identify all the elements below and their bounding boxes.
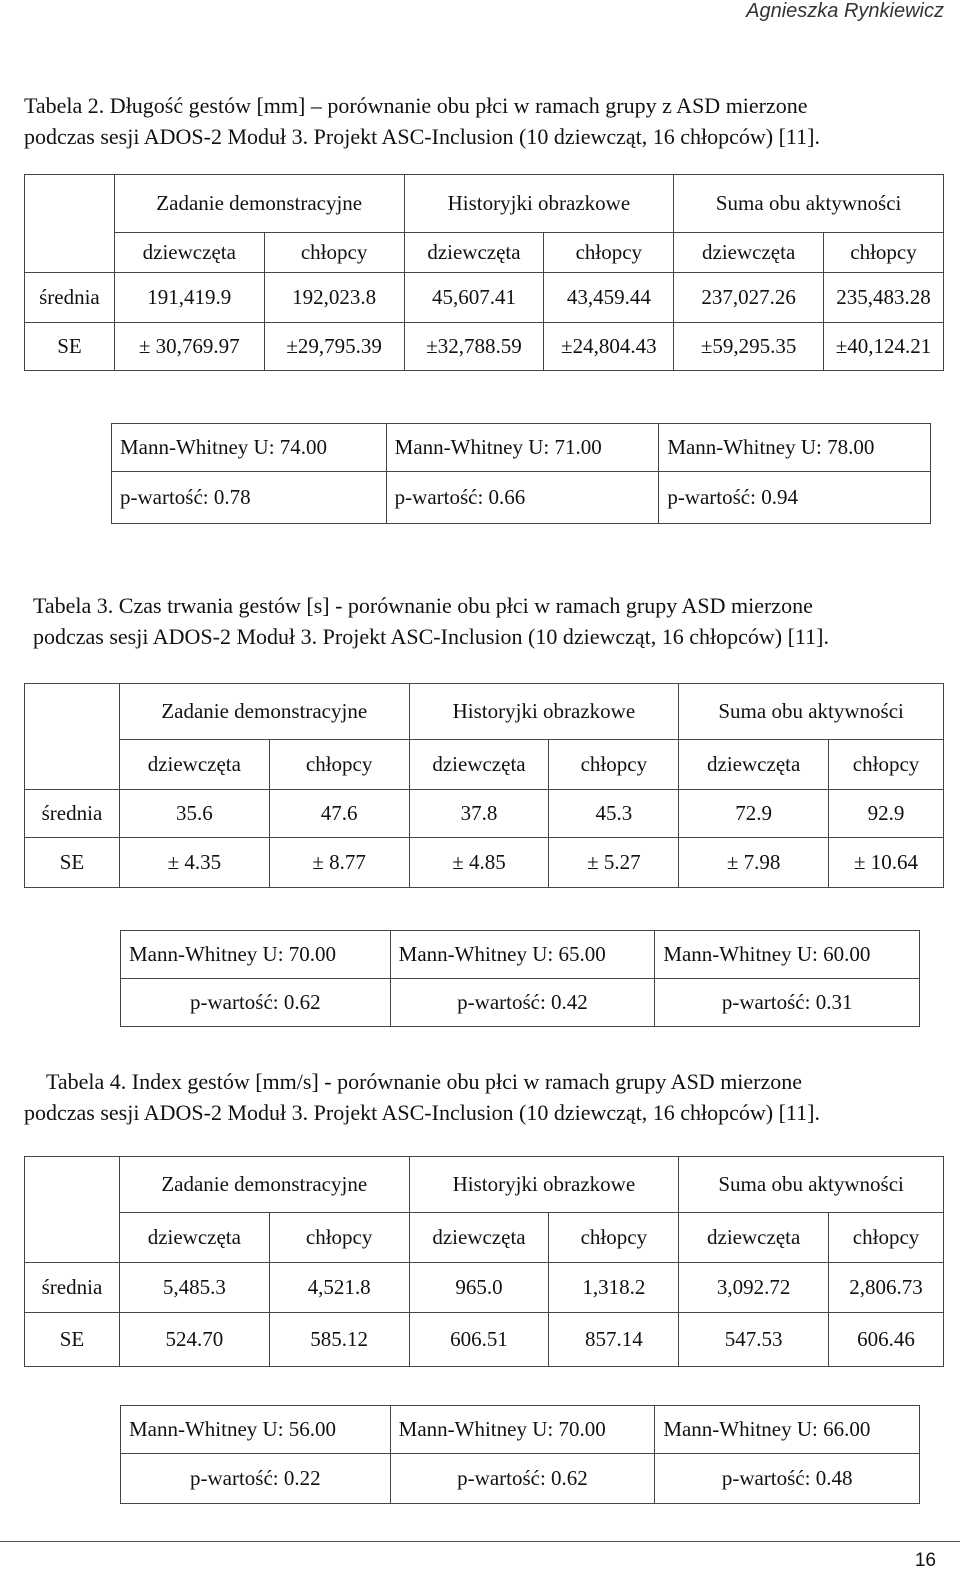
mann-whitney-result: Mann-Whitney U: 78.00 [659, 424, 931, 472]
p-value: p-wartość: 0.78 [112, 472, 387, 524]
table-cell: 235,483.28 [824, 273, 944, 323]
table-row [25, 1313, 944, 1367]
group-header: Zadanie demonstracyjne [119, 684, 409, 740]
mann-whitney-result: Mann-Whitney U: 66.00 [655, 1406, 920, 1454]
caption-line: podczas sesji ADOS-2 Moduł 3. Projekt ASC-Inclusion (10 dziewcząt, 16 chłopców) [11]. [33, 624, 829, 649]
table-cell: ±40,124.21 [824, 323, 944, 371]
sub-header: chłopcy [829, 740, 944, 790]
sub-header: dziewczęta [114, 233, 264, 273]
table-4 [24, 1156, 944, 1367]
running-header: Agnieszka Rynkiewicz [746, 0, 944, 22]
mann-whitney-result: Mann-Whitney U: 71.00 [386, 424, 659, 472]
table-cell: 585.12 [269, 1313, 409, 1367]
caption-line: Tabela 2. Długość gestów [mm] – porównanie obu płci w ramach grupy z ASD mierzone [24, 93, 808, 118]
table-cell: 3,092.72 [679, 1263, 829, 1313]
table-cell: 524.70 [119, 1313, 269, 1367]
table-cell: ± 4.35 [119, 838, 269, 888]
table-cell: ± 7.98 [679, 838, 829, 888]
table-cell: 1,318.2 [549, 1263, 679, 1313]
row-label: SE [25, 323, 115, 371]
mann-whitney-result: Mann-Whitney U: 60.00 [655, 931, 920, 979]
table-cell: ±29,795.39 [264, 323, 404, 371]
sub-header: dziewczęta [409, 1213, 549, 1263]
p-value: p-wartość: 0.22 [121, 1454, 391, 1504]
mann-whitney-result: Mann-Whitney U: 74.00 [112, 424, 387, 472]
group-header: Zadanie demonstracyjne [119, 1157, 409, 1213]
table-row [25, 1263, 944, 1313]
p-value: p-wartość: 0.66 [386, 472, 659, 524]
table-cell: 45,607.41 [404, 273, 544, 323]
table-cell: ±32,788.59 [404, 323, 544, 371]
table-2-tests [111, 423, 931, 524]
sub-header: chłopcy [264, 233, 404, 273]
p-value: p-wartość: 0.94 [659, 472, 931, 524]
sub-header: dziewczęta [679, 740, 829, 790]
caption-line: Tabela 3. Czas trwania gestów [s] - porównanie obu płci w ramach grupy ASD mierzone [33, 593, 813, 618]
page-number: 16 [914, 1550, 936, 1571]
mann-whitney-result: Mann-Whitney U: 56.00 [121, 1406, 391, 1454]
row-label: średnia [25, 1263, 120, 1313]
group-header: Suma obu aktywności [674, 175, 944, 233]
table-cell: 965.0 [409, 1263, 549, 1313]
table-cell: 5,485.3 [119, 1263, 269, 1313]
p-value: p-wartość: 0.48 [655, 1454, 920, 1504]
caption-line: Tabela 4. Index gestów [mm/s] - porównanie obu płci w ramach grupy ASD mierzone [46, 1069, 803, 1094]
table-cell: 92.9 [829, 790, 944, 838]
table-cell: 191,419.9 [114, 273, 264, 323]
table-row [25, 323, 944, 371]
corner-cell [25, 175, 115, 273]
table-2 [24, 174, 944, 371]
sub-header: dziewczęta [119, 1213, 269, 1263]
footer-divider [0, 1541, 960, 1542]
group-header: Suma obu aktywności [679, 684, 944, 740]
table-row [25, 273, 944, 323]
mann-whitney-result: Mann-Whitney U: 65.00 [390, 931, 655, 979]
sub-header: chłopcy [269, 740, 409, 790]
group-header: Suma obu aktywności [679, 1157, 944, 1213]
caption-line: podczas sesji ADOS-2 Moduł 3. Projekt ASC-Inclusion (10 dziewcząt, 16 chłopców) [11]. [24, 1100, 820, 1125]
sub-header: dziewczęta [679, 1213, 829, 1263]
sub-header: dziewczęta [409, 740, 549, 790]
p-value: p-wartość: 0.62 [390, 1454, 655, 1504]
sub-header: dziewczęta [404, 233, 544, 273]
p-value: p-wartość: 0.62 [121, 979, 391, 1027]
corner-cell [25, 684, 120, 790]
table-2-caption [24, 90, 944, 152]
row-label: SE [25, 1313, 120, 1367]
table-cell: 43,459.44 [544, 273, 674, 323]
table-row [25, 838, 944, 888]
table-3-caption [33, 590, 953, 652]
sub-header: chłopcy [549, 1213, 679, 1263]
table-3 [24, 683, 944, 888]
table-4-tests [120, 1405, 920, 1504]
table-cell: 2,806.73 [829, 1263, 944, 1313]
table-cell: 192,023.8 [264, 273, 404, 323]
group-header: Zadanie demonstracyjne [114, 175, 404, 233]
group-header: Historyjki obrazkowe [404, 175, 674, 233]
table-3-tests [120, 930, 920, 1027]
sub-header: chłopcy [269, 1213, 409, 1263]
sub-header: chłopcy [829, 1213, 944, 1263]
sub-header: dziewczęta [119, 740, 269, 790]
table-cell: ± 4.85 [409, 838, 549, 888]
table-cell: 606.51 [409, 1313, 549, 1367]
corner-cell [25, 1157, 120, 1263]
p-value: p-wartość: 0.31 [655, 979, 920, 1027]
row-label: średnia [25, 790, 120, 838]
table-cell: ± 8.77 [269, 838, 409, 888]
group-header: Historyjki obrazkowe [409, 1157, 679, 1213]
sub-header: chłopcy [824, 233, 944, 273]
sub-header: chłopcy [544, 233, 674, 273]
table-cell: 37.8 [409, 790, 549, 838]
group-header: Historyjki obrazkowe [409, 684, 679, 740]
table-cell: 72.9 [679, 790, 829, 838]
table-cell: 45.3 [549, 790, 679, 838]
p-value: p-wartość: 0.42 [390, 979, 655, 1027]
table-cell: ± 10.64 [829, 838, 944, 888]
mann-whitney-result: Mann-Whitney U: 70.00 [121, 931, 391, 979]
row-label: SE [25, 838, 120, 888]
table-cell: ±59,295.35 [674, 323, 824, 371]
table-cell: 606.46 [829, 1313, 944, 1367]
row-label: średnia [25, 273, 115, 323]
table-cell: ± 5.27 [549, 838, 679, 888]
table-cell: 47.6 [269, 790, 409, 838]
table-cell: 35.6 [119, 790, 269, 838]
table-cell: 547.53 [679, 1313, 829, 1367]
sub-header: chłopcy [549, 740, 679, 790]
caption-line: podczas sesji ADOS-2 Moduł 3. Projekt ASC-Inclusion (10 dziewcząt, 16 chłopców) [11]. [24, 124, 820, 149]
table-4-caption [24, 1066, 944, 1128]
sub-header: dziewczęta [674, 233, 824, 273]
mann-whitney-result: Mann-Whitney U: 70.00 [390, 1406, 655, 1454]
table-cell: 237,027.26 [674, 273, 824, 323]
table-cell: ±24,804.43 [544, 323, 674, 371]
table-cell: ± 30,769.97 [114, 323, 264, 371]
table-cell: 857.14 [549, 1313, 679, 1367]
table-cell: 4,521.8 [269, 1263, 409, 1313]
table-row [25, 790, 944, 838]
